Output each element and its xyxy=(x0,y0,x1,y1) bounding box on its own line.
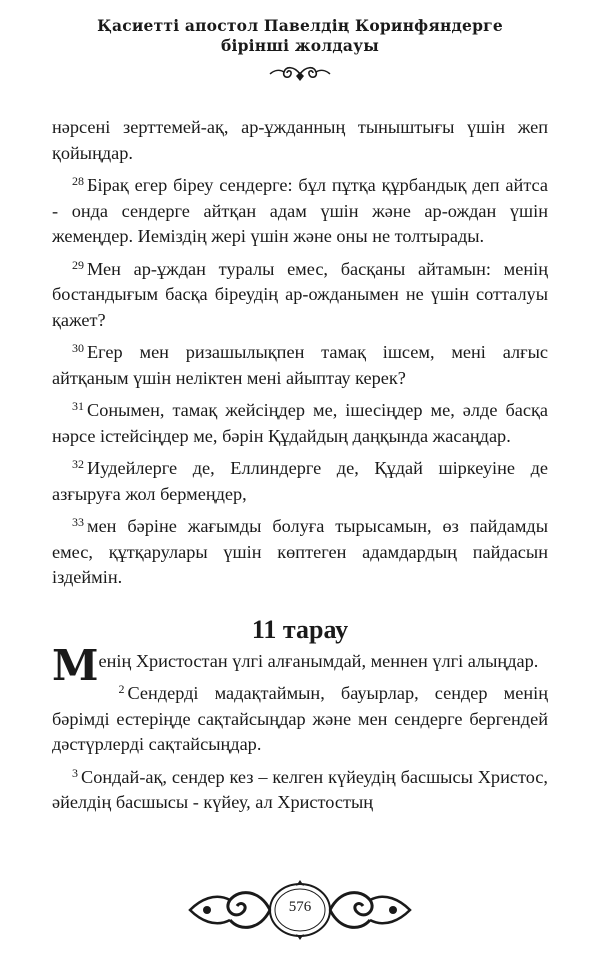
chapter-first-paragraph xyxy=(52,640,548,690)
verse-paragraph xyxy=(52,394,548,449)
verse-number: 30 xyxy=(72,341,84,355)
page-footer xyxy=(185,878,415,942)
verse-number: 28 xyxy=(72,174,84,188)
verse-paragraph xyxy=(52,510,548,591)
verse-paragraph xyxy=(52,169,548,250)
verse-text: нәрсені зерттемей-ақ, ар-ұжданның тыныштығы үшін жеп қойыңдар. xyxy=(52,117,548,163)
verse-text: Сонымен, тамақ жейсіңдер ме, ішесіңдер ме, әлде басқа нәрсе істейсіңдер ме, бәрін Құдайдың даңқында жасаңдар. xyxy=(52,400,548,446)
verse-list-after xyxy=(52,677,548,816)
chapter-title: 11 тарау xyxy=(251,614,349,644)
page-body xyxy=(52,115,548,819)
verse-number: 29 xyxy=(72,257,84,272)
verse-text: мен бәріне жағымды болуға тырысамын, өз пайдамды емес, құтқарулары үшін көптеген адамдардың пайдасын іздеймін. xyxy=(52,516,548,587)
verse-number: 33 xyxy=(72,515,84,529)
verse-text: Иудейлерге де, Еллиндерге де, Құдай шіркеуіне де азғыруға жол бермеңдер, xyxy=(52,458,548,504)
verse-number: 32 xyxy=(72,457,84,471)
verse-paragraph xyxy=(52,336,548,391)
verse-list-before xyxy=(52,115,548,591)
chapter-first-text: енің Христостан үлгі алғанымдай, меннен үлгі алыңдар. xyxy=(98,650,539,671)
verse-number: 3 xyxy=(72,765,78,780)
header-ornament-icon xyxy=(268,64,332,84)
drop-cap: М xyxy=(52,640,97,690)
verse-text: Сондай-ақ, сендер кез – келген күйеудің басшысы Христос, әйелдің басшысы - күйеу, ал Христостың xyxy=(52,766,548,812)
verse-paragraph xyxy=(52,677,548,758)
verse-text: Бірақ егер біреу сендерге: бұл пұтқа құрбандық деп айтса - онда сендерге айтқан адам үшін және ар-ождан үшін жемеңдер. Иеміздің жері үшін және оны не толтырады. xyxy=(52,175,548,246)
verse-number: 2 xyxy=(118,682,125,696)
header-line-1: Қасиетті апостол Павелдің Коринфяндерге xyxy=(97,16,503,35)
verse-text: Мен ар-ұждан туралы емес, басқаны айтамын: менің бостандығым басқа біреудің ар-ожданымен не үшін сотталуы қажет? xyxy=(52,258,548,330)
verse-paragraph xyxy=(52,253,548,334)
verse-paragraph xyxy=(52,761,548,816)
verse-text: Сендерді мадақтаймын, бауырлар, сендер менің бәрімді естеріңде сақтайсыңдар және мен сендерге бергендей дәстүрлерді сақтайсыңдар. xyxy=(52,683,548,754)
verse-text: Егер мен ризашылықпен тамақ ішсем, мені алғыс айтқаным үшін неліктен мені айыптау керек? xyxy=(52,342,548,388)
verse-paragraph xyxy=(52,452,548,507)
page-number: 576 xyxy=(288,899,312,915)
verse-number: 31 xyxy=(72,399,84,413)
header-line-2: бірінші жолдауы xyxy=(221,36,379,55)
running-header xyxy=(0,16,600,56)
verse-paragraph xyxy=(52,115,548,166)
